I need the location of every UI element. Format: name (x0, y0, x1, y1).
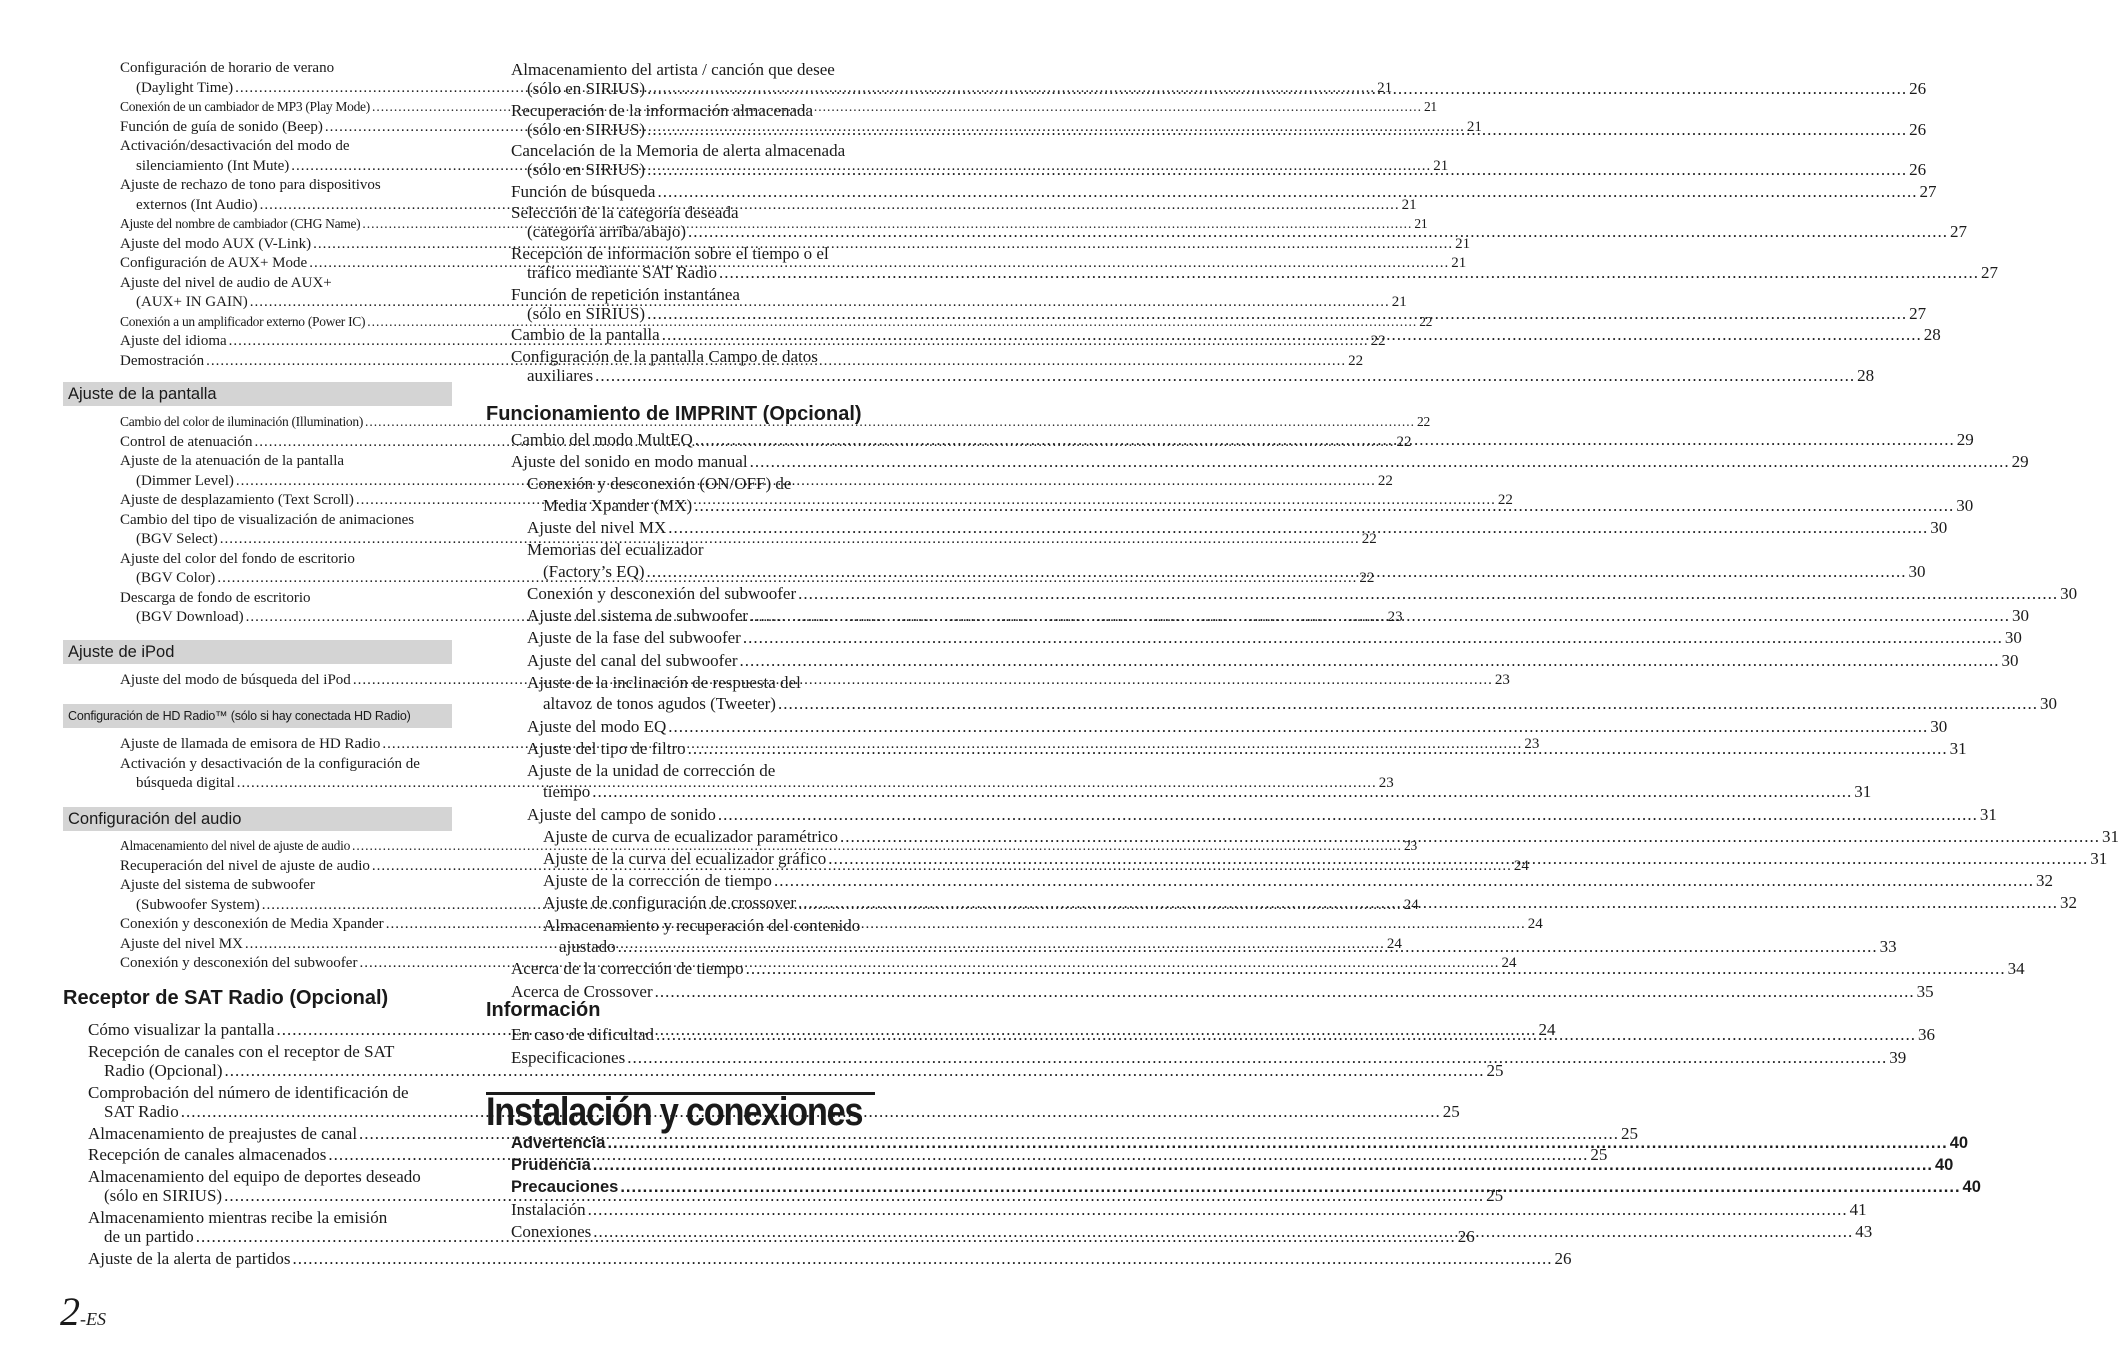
leader-dots (694, 496, 1954, 516)
toc-entry-line: Recepción de información sobre el tiempo o el (511, 244, 829, 263)
toc-page-number: 33 (1879, 937, 1897, 957)
toc-page-number: 22 (1396, 433, 1412, 450)
toc-page-number: 22 (1419, 313, 1433, 329)
toc-page-number: 43 (1855, 1222, 1873, 1241)
toc-page-number: 29 (2011, 452, 2029, 472)
toc-page-number: 26 (1909, 160, 1927, 180)
page-number (60, 1288, 106, 1335)
toc-entry-text: Instalación (511, 1200, 586, 1219)
toc-entry-text: Ajuste del nivel MX (527, 518, 667, 538)
toc-entry-text: Conexión a un amplificador externo (Power IC) (120, 313, 366, 329)
toc-entry-line: Almacenamiento del equipo de deportes deseado (88, 1166, 421, 1186)
toc-page-number: 25 (1486, 1186, 1504, 1205)
install-title: Instalación y conexiones (486, 1090, 863, 1134)
heading-informacion: Información (486, 999, 601, 1021)
toc-page-number: 22 (1370, 333, 1386, 349)
toc-entry-line: Cambio del tipo de visualización de animaciones (120, 511, 415, 528)
toc-page-number: 25 (1621, 1123, 1639, 1143)
toc-entry (527, 650, 2019, 671)
toc-page-number: 26 (1909, 79, 1927, 98)
toc-entry (136, 531, 1377, 548)
leader-dots (588, 1200, 1848, 1220)
toc-page-number: 30 (2004, 628, 2022, 648)
toc-entry-text: Ajuste de la fase del subwoofer (527, 628, 741, 648)
toc-page-number: 22 (1348, 352, 1364, 369)
leader-dots (719, 263, 1979, 283)
toc-entry-text: Ajuste del nombre de cambiador (CHG Name) (120, 216, 361, 231)
leader-dots (740, 651, 2000, 671)
toc-page-number: 23 (1404, 838, 1417, 853)
toc-page-number: 30 (2001, 650, 2019, 670)
toc-entry-line: Comprobación del número de identificación de (88, 1082, 409, 1102)
toc-page-number: 21 (1377, 79, 1393, 96)
toc-page-number: 31 (2102, 826, 2119, 846)
toc-entry-text: ajustado (559, 937, 616, 957)
leader-dots (236, 473, 1376, 490)
leader-dots (746, 959, 2006, 979)
heading-imprint: Funcionamiento de IMPRINT (Opcional) (486, 403, 862, 425)
toc-page-number: 26 (1457, 1227, 1475, 1246)
toc-page-number: 35 (1916, 981, 1934, 1001)
toc-entry-text: (sólo en SIRIUS) (527, 303, 646, 323)
toc-entry-line: Ajuste del nivel de audio de AUX+ (120, 274, 332, 291)
toc-entry-text: (categoría arriba/abajo) (527, 222, 687, 242)
toc-entry-text: tráfico mediante SAT Radio (527, 263, 717, 282)
toc-page-number: 40 (1949, 1134, 1969, 1152)
toc-entry-line: Conexión y desconexión (ON/OFF) de (527, 474, 792, 494)
toc-entry-text: Ajuste de curva de ecualizador paramétrico (543, 826, 838, 846)
toc-page-number: 41 (1849, 1200, 1867, 1219)
toc-entry-line: Almacenamiento y recuperación del contenido (543, 915, 861, 935)
toc-entry-text: Ajuste del modo EQ (527, 716, 667, 736)
toc-entry-text: Especificaciones (511, 1048, 626, 1067)
toc-entry (511, 981, 1934, 1002)
toc-page-number: 24 (1501, 955, 1517, 971)
toc-entry-text: búsqueda digital (136, 775, 235, 791)
toc-page-number: 27 (1950, 222, 1968, 242)
leader-dots (593, 1222, 1853, 1242)
toc-page-number: 30 (1908, 561, 1926, 581)
toc-entry-line: Activación/desactivación del modo de (120, 138, 350, 154)
heading-sat-radio: Receptor de SAT Radio (Opcional) (63, 987, 389, 1009)
leader-dots (607, 1134, 1947, 1153)
toc-page-number: 24 (1386, 935, 1402, 952)
toc-entry (120, 838, 1417, 854)
leader-dots (750, 452, 2010, 472)
toc-page-number: 40 (1962, 1178, 1981, 1196)
toc-entry (543, 871, 2053, 891)
toc-entry-text: Demostración (120, 352, 205, 369)
leader-dots (750, 606, 2010, 626)
toc-page-number: 36 (1918, 1025, 1936, 1044)
toc-entry-line: Descarga de fondo de escritorio (120, 589, 311, 606)
toc-entry-text: En caso de dificultad (511, 1025, 655, 1044)
toc-entry (511, 1200, 1867, 1220)
toc-entry-text: Ajuste de configuración de crossover (543, 893, 797, 913)
toc-entry-line: Ajuste del sistema de subwoofer (120, 877, 315, 893)
page-number-digit: 2 (60, 1289, 80, 1334)
toc-page-number: 24 (1513, 857, 1529, 874)
leader-dots (293, 1249, 1553, 1269)
toc-page-number: 40 (1935, 1156, 1954, 1174)
toc-page-number: 24 (1403, 896, 1419, 913)
leader-dots (647, 79, 1907, 99)
toc-entry-line: Recepción de canales con el receptor de SAT (88, 1041, 395, 1061)
leader-dots (662, 325, 1922, 345)
toc-entry-line: Ajuste del color del fondo de escritorio (120, 550, 355, 567)
toc-page-number: 34 (2007, 959, 2025, 979)
leader-dots (618, 937, 1878, 957)
toc-entry-line: Memorias del ecualizador (527, 540, 704, 560)
toc-entry-text: Conexión y desconexión de Media Xpander (120, 916, 384, 932)
toc-entry (527, 628, 2022, 648)
leader-dots (657, 182, 1917, 202)
toc-entry-text: Control de atenuación (120, 433, 253, 450)
toc-entry-line: Activación y desactivación de la configuración de (120, 755, 420, 772)
leader-dots (774, 871, 2034, 891)
toc-entry (88, 1248, 1572, 1269)
toc-page-number: 22 (1377, 472, 1393, 489)
toc-entry-text: Ajuste del modo AUX (V-Link) (120, 235, 312, 252)
toc-entry-text: Cómo visualizar la pantalla (88, 1020, 275, 1039)
toc-page-number: 30 (1930, 716, 1948, 736)
toc-page-number: 25 (1442, 1102, 1460, 1121)
toc-entry-text: Ajuste del modo de búsqueda del iPod (120, 672, 351, 688)
toc-entry (527, 365, 1875, 386)
toc-entry-text: (Dimmer Level) (136, 472, 234, 489)
toc-page-number: 21 (1433, 157, 1449, 174)
toc-page-number: 31 (1949, 738, 1967, 758)
toc-page-number: 25 (1590, 1145, 1608, 1164)
toc-page-number: 30 (2011, 606, 2029, 626)
toc-entry-text: Ajuste del campo de sonido (527, 804, 716, 824)
toc-entry-text: Radio (Opcional) (104, 1061, 223, 1080)
toc-page-number: 39 (1889, 1048, 1907, 1067)
toc-entry-text: (Factory’s EQ) (543, 561, 645, 581)
toc-entry-text: Recuperación del nivel de ajuste de audio (120, 857, 370, 874)
toc-page-number: 28 (1857, 365, 1875, 385)
toc-page-number: 23 (1387, 609, 1403, 625)
toc-entry-text: (BGV Download) (136, 609, 244, 625)
toc-page-number: 30 (2039, 694, 2057, 714)
toc-entry (120, 235, 1471, 253)
toc-entry-text: Cambio del modo MultEQ (511, 430, 693, 449)
toc-entry (527, 584, 2078, 604)
toc-entry (511, 1134, 1969, 1153)
toc-entry-text: Precauciones (511, 1178, 619, 1196)
toc-page-number: 30 (1956, 495, 1974, 515)
leader-dots (655, 982, 1915, 1002)
toc-page-number: 31 (1979, 804, 1997, 824)
leader-dots (828, 849, 2088, 869)
toc-page-number: 31 (2090, 849, 2108, 868)
toc-page-number: 21 (1391, 294, 1407, 310)
leader-dots (840, 827, 2100, 847)
toc-page-number: 23 (1494, 672, 1510, 688)
toc-page-number: 31 (1854, 782, 1872, 802)
leader-dots (627, 1048, 1887, 1068)
toc-page-number: 26 (1554, 1248, 1572, 1268)
toc-entry-text: auxiliares (527, 365, 594, 385)
toc-entry-text: Conexiones (511, 1222, 592, 1241)
toc-entry-text: (BGV Color) (136, 570, 216, 586)
toc-entry-line: Función de repetición instantánea (511, 284, 740, 304)
leader-dots (668, 518, 1928, 538)
toc-entry-text: (AUX+ IN GAIN) (136, 294, 248, 310)
leader-dots (593, 1156, 1933, 1175)
section-bar-ipod: Ajuste de iPod (63, 640, 452, 664)
toc-entry-text: externos (Int Audio) (136, 196, 258, 213)
toc-entry-line: Ajuste de la inclinación de respuesta del (527, 672, 801, 692)
leader-dots (647, 562, 1907, 582)
leader-dots (798, 584, 2058, 604)
toc-page-number: 21 (1423, 99, 1437, 114)
toc-entry (527, 716, 1948, 737)
toc-entry-text: Acerca de Crossover (511, 981, 653, 1001)
toc-page-number: 27 (1980, 263, 1998, 282)
toc-entry-text: Cambio del color de iluminación (Illumination) (120, 414, 364, 429)
toc-page-number: 22 (1497, 492, 1513, 508)
toc-entry-text: Ajuste de llamada de emisora de HD Radio (120, 736, 381, 752)
toc-entry-line: Almacenamiento del artista / canción que desee (511, 60, 835, 79)
leader-dots (718, 805, 1978, 825)
toc-entry-text: Ajuste de desplazamiento (Text Scroll) (120, 492, 354, 508)
leader-dots (688, 222, 1948, 242)
toc-entry (104, 1102, 1460, 1122)
toc-entry-text: Ajuste del canal del subwoofer (527, 650, 738, 670)
leader-dots (353, 672, 1493, 689)
toc-entry-text: Configuración de AUX+ Mode (120, 255, 308, 271)
leader-dots (695, 430, 1955, 450)
toc-entry-text: altavoz de tonos agudos (Tweeter) (543, 694, 776, 714)
toc-page-number: 24 (1527, 916, 1543, 932)
toc-entry-text: Ajuste del sonido en modo manual (511, 452, 748, 472)
section-bar-pantalla: Ajuste de la pantalla (63, 382, 452, 406)
toc-entry-text: Ajuste del nivel MX (120, 935, 243, 952)
toc-page-number: 26 (1909, 119, 1927, 139)
toc-page-number: 29 (1956, 430, 1974, 449)
toc-page-number: 25 (1486, 1061, 1504, 1080)
toc-entry-text: Ajuste de la alerta de partidos (88, 1248, 291, 1268)
toc-entry (527, 518, 1948, 538)
toc-entry-text: (sólo en SIRIUS) (527, 160, 646, 180)
toc-entry-text: (Daylight Time) (136, 79, 234, 96)
toc-page-number: 21 (1451, 255, 1467, 271)
toc-entry-line: Configuración de horario de verano (120, 60, 335, 76)
toc-page-number: 21 (1414, 216, 1428, 231)
toc-entry-text: Ajuste del idioma (120, 333, 227, 349)
toc-page-number: 22 (1417, 414, 1430, 429)
toc-page-number: 21 (1455, 235, 1471, 252)
toc-page-number: 23 (1524, 736, 1540, 752)
toc-entry-text: Ajuste de la corrección de tiempo (543, 871, 772, 891)
toc-entry-text: Cambio de la pantalla (511, 325, 660, 345)
toc-page-number: 21 (1466, 118, 1482, 135)
leader-dots (743, 628, 2003, 648)
toc-entry-text: (Subwoofer System) (136, 896, 260, 913)
toc-entry-line: Ajuste de rechazo de tono para dispositivos (120, 177, 381, 193)
toc-entry-text: Función de guía de sonido (Beep) (120, 118, 323, 135)
toc-entry-line: Almacenamiento mientras recibe la emisión (88, 1207, 388, 1227)
leader-dots (647, 157, 1907, 180)
toc-entry-line: Ajuste de la unidad de corrección de (527, 760, 776, 780)
toc-page-number: 30 (1930, 518, 1948, 538)
toc-page-number: 27 (1909, 303, 1927, 323)
section-bar-hd-radio: Configuración de HD Radio™ (sólo si hay conectada HD Radio) (63, 704, 452, 728)
toc-page-number: 24 (1538, 1020, 1556, 1039)
toc-page-number: 21 (1401, 196, 1417, 213)
toc-entry-text: de un partido (104, 1227, 194, 1246)
leader-dots (647, 304, 1907, 324)
toc-entry-text: Ajuste del tipo de filtro (527, 738, 686, 758)
toc-entry-text: Acerca de la corrección de tiempo (511, 959, 744, 979)
toc-entry-text: Ajuste del sistema de subwoofer (527, 606, 748, 626)
toc-entry (527, 804, 1997, 825)
toc-entry (120, 255, 1467, 272)
toc-entry (511, 452, 2029, 472)
toc-entry-line: Recuperación de la información almacenada (511, 100, 814, 120)
toc-entry (543, 694, 2057, 714)
page-number-suffix: -ES (80, 1309, 106, 1329)
toc-entry-text: SAT Radio (104, 1102, 179, 1121)
toc-entry-text: silenciamiento (Int Mute) (136, 157, 290, 174)
toc-entry-text: (BGV Select) (136, 531, 218, 547)
toc-page-number: 28 (1923, 325, 1941, 345)
toc-page-number: 30 (2060, 584, 2078, 603)
toc-entry-text: Ajuste de la curva del ecualizador gráfico (543, 849, 827, 868)
toc-entry-text: (sólo en SIRIUS) (527, 79, 646, 98)
toc-entry-line: Cancelación de la Memoria de alerta almacenada (511, 141, 846, 161)
toc-entry-text: Prudencia (511, 1156, 591, 1174)
leader-dots (778, 694, 2038, 714)
toc-entry-text: Media Xpander (MX) (543, 495, 693, 515)
leader-dots (668, 717, 1928, 737)
section-bar-audio: Configuración del audio (63, 807, 452, 831)
leader-dots (592, 782, 1852, 802)
toc-entry-text: Conexión y desconexión del subwoofer (527, 584, 797, 603)
toc-entry (104, 1061, 1504, 1081)
toc-page-number: 32 (2060, 893, 2078, 913)
toc-entry-text: Función de búsqueda (511, 181, 656, 201)
toc-page-number: 22 (1359, 570, 1375, 586)
leader-dots (620, 1178, 1960, 1197)
toc-entry (511, 1048, 1907, 1068)
toc-page-number: 23 (1378, 775, 1394, 791)
toc-entry-text: Advertencia (511, 1134, 606, 1152)
toc-entry-text: Conexión de un cambiador de MP3 (Play Mode) (120, 99, 370, 114)
toc-page-number: 22 (1361, 531, 1377, 547)
toc-entry-text: Almacenamiento de preajustes de canal (88, 1123, 358, 1143)
leader-dots (688, 739, 1948, 759)
leader-dots (595, 366, 1855, 386)
toc-page-number: 27 (1919, 181, 1937, 201)
toc-entry (511, 181, 1937, 202)
toc-entry-text: Conexión y desconexión del subwoofer (120, 955, 358, 971)
leader-dots (798, 893, 2058, 913)
toc-entry (511, 1156, 1954, 1175)
toc-entry-text: (sólo en SIRIUS) (527, 119, 646, 139)
toc-entry-text: tiempo (543, 782, 591, 802)
toc-entry-text: (sólo en SIRIUS) (104, 1186, 223, 1205)
toc-entry-line: Ajuste de la atenuación de la pantalla (120, 453, 345, 469)
toc-page-number: 32 (2035, 871, 2053, 891)
toc-entry-line: Selección de la categoría deseada (511, 203, 739, 223)
leader-dots (656, 1025, 1916, 1045)
toc-entry-text: Almacenamiento del nivel de ajuste de audio (120, 838, 351, 853)
toc-entry-text: Recepción de canales almacenados (88, 1145, 327, 1164)
leader-dots (647, 120, 1907, 140)
toc-entry-line: Configuración de la pantalla Campo de datos (511, 346, 818, 366)
